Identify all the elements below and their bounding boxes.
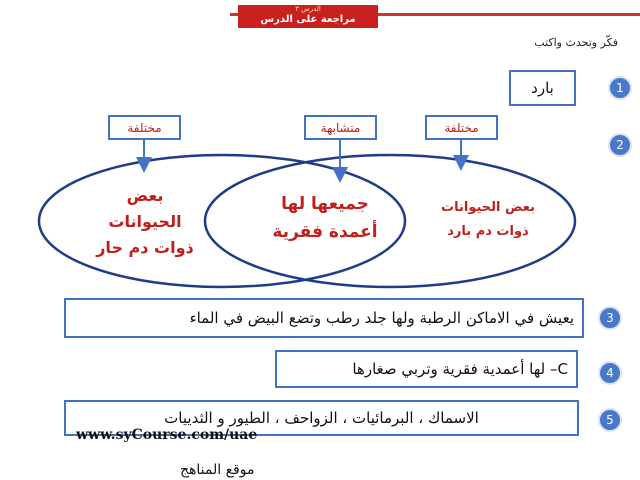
instruction-text: فكّر وتحدث واكتب: [534, 36, 618, 49]
venn-left-line-1: بعض: [126, 186, 164, 205]
venn-right-text: [418, 196, 558, 244]
venn-middle-text: [245, 190, 405, 246]
label-similar-text: متشابهة: [320, 120, 361, 135]
venn-right-line-1: بعض الحيوانات: [441, 200, 535, 215]
answer-4-text: C– لها أعمدية فقرية وتربي صغارها: [352, 360, 568, 378]
answer-box-4: [275, 350, 578, 388]
venn-left-text: [70, 183, 220, 261]
answer-box-3: [64, 298, 584, 338]
label-different-left-text: مختلفة: [127, 120, 162, 135]
venn-middle-line-2: أعمدة فقرية: [272, 222, 378, 242]
answer-5-text: الاسماك ، البرمائيات ، الزواحف ، الطيور و الثدييات: [164, 409, 479, 427]
venn-left-line-2: الحيوانات: [108, 212, 182, 231]
venn-left-line-3: ذوات دم حار: [96, 238, 194, 257]
label-different-right-text: مختلفة: [444, 120, 479, 135]
venn-middle-line-1: جميعها لها: [281, 194, 369, 214]
answer-3-text: يعيش في الاماكن الرطبة ولها جلد رطب وتضع البيض في الماء: [189, 309, 574, 327]
question-number-4: 4: [598, 361, 622, 385]
site-name: موقع المناهج: [180, 462, 255, 478]
lesson-title: مراجعة على الدرس: [260, 14, 356, 25]
question-number-2: 2: [608, 133, 632, 157]
site-url[interactable]: www.syCourse.com/uae: [76, 427, 258, 443]
answer-1-text: بارد: [531, 79, 554, 97]
venn-right-line-2: ذوات دم بارد: [447, 224, 529, 239]
lesson-label: الدرس ٣: [295, 5, 321, 13]
question-number-5: 5: [598, 408, 622, 432]
question-number-3: 3: [598, 306, 622, 330]
question-number-1: 1: [608, 76, 632, 100]
